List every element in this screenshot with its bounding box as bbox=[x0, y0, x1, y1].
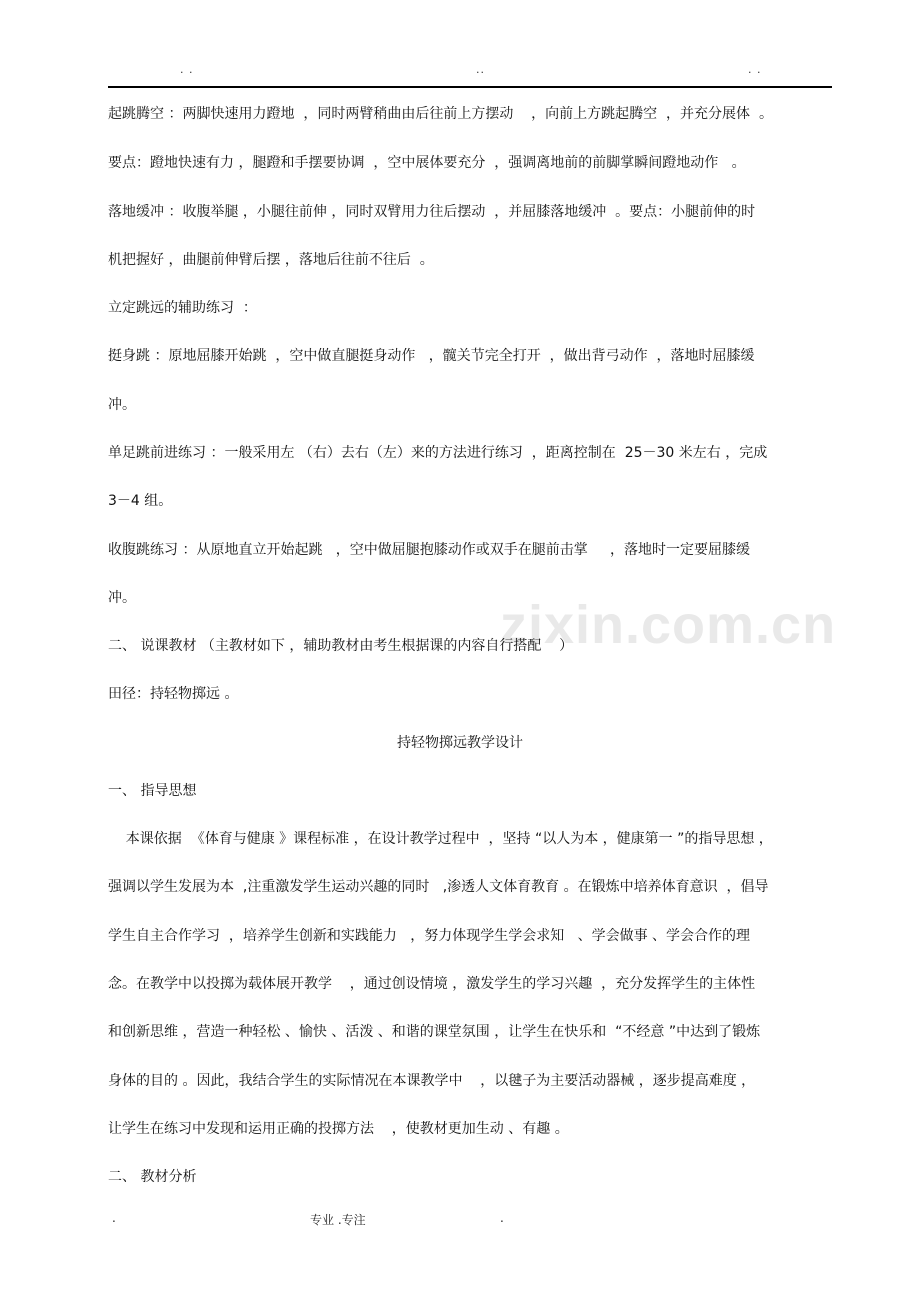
paragraph-line: 念。在教学中以投掷为载体展开教学 ，通过创设情境 ，激发学生的学习兴趣 ，充分发挥学生的主体性 bbox=[108, 976, 756, 992]
header-dots-left: · · bbox=[180, 66, 194, 79]
watermark: zixin.com.cn bbox=[500, 595, 837, 655]
body-line: 立定跳远的辅助练习 ： bbox=[108, 300, 257, 316]
body-line: 田径：持轻物掷远 。 bbox=[108, 686, 239, 702]
body-line: 挺身跳 ：原地屈膝开始跳 ，空中做直腿挺身动作 ，髋关节完全打开 ，做出背弓动作 ，落地时屈膝缓 bbox=[108, 348, 755, 364]
document-title: 持轻物掷远教学设计 bbox=[397, 735, 523, 751]
header-dots-center: ·· bbox=[476, 66, 485, 79]
body-line: 落地缓冲 ：收腹举腿 ，小腿往前伸 ，同时双臂用力往后摆动 ，并屈膝落地缓冲 。要点：小腿前伸的时 bbox=[108, 204, 756, 220]
body-line: 起跳腾空 ：两脚快速用力蹬地 ，同时两臂稍曲由后往前上方摆动 ，向前上方跳起腾空 ，并充分展体 。 bbox=[108, 106, 773, 122]
paragraph-line: 强调以学生发展为本 ,注重激发学生运动兴趣的同时 ,渗透人文体育教育 。在锻炼中培养体育意识 ，倡导 bbox=[108, 879, 769, 895]
footer-dot-left: . bbox=[112, 1211, 116, 1225]
paragraph-line: 身体的目的 。因此，我结合学生的实际情况在本课教学中 ，以毽子为主要活动器械 ，逐步提高难度 ， bbox=[108, 1073, 756, 1089]
section-heading: 二、 说课教材 （主教材如下 ，辅助教材由考生根据课的内容自行搭配 ） bbox=[108, 638, 574, 654]
paragraph-line: 和创新思维 ，营造一种轻松 、愉快 、活泼 、和谐的课堂氛围 ，让学生在快乐和 “不经意 ”中达到了锻炼 bbox=[108, 1024, 761, 1040]
header-dots-right: · · bbox=[748, 66, 762, 79]
body-line: 收腹跳练习 ：从原地直立开始起跳 ，空中做屈腿抱膝动作或双手在腿前击掌 ，落地时一定要屈膝缓 bbox=[108, 542, 751, 558]
paragraph-line: 学生自主合作学习 ，培养学生创新和实践能力 ，努力体现学生学会求知 、学会做事 、学会合作的理 bbox=[108, 928, 751, 944]
section-heading: 一、 指导思想 bbox=[108, 783, 197, 799]
body-line: 要点：蹬地快速有力 ，腿蹬和手摆要协调 ，空中展体要充分 ，强调离地前的前脚掌瞬间蹬地动作 。 bbox=[108, 155, 746, 171]
body-line: 机把握好 ，曲腿前伸臂后摆 ，落地后往前不往后 。 bbox=[108, 252, 434, 268]
section-heading: 二、 教材分析 bbox=[108, 1169, 197, 1185]
footer-dot-right: . bbox=[500, 1211, 504, 1225]
header-rule bbox=[108, 86, 832, 88]
paragraph-line: 让学生在练习中发现和运用正确的投掷方法 ，使教材更加生动 、有趣 。 bbox=[108, 1121, 569, 1137]
body-line: 单足跳前进练习 ：一般采用左 （右）去右（左）来的方法进行练习 ，距离控制在 25－30 米左右 ，完成 bbox=[108, 445, 768, 461]
body-line: 3－4 组。 bbox=[108, 493, 173, 509]
body-line: 冲。 bbox=[108, 590, 136, 606]
footer-text: 专业 .专注 bbox=[310, 1213, 366, 1227]
body-line: 冲。 bbox=[108, 397, 136, 413]
paragraph-line: 本课依据 《体育与健康 》课程标准 ，在设计教学过程中 ，坚持 “以人为本 ，健康第一 ”的指导思想 ， bbox=[108, 831, 773, 847]
